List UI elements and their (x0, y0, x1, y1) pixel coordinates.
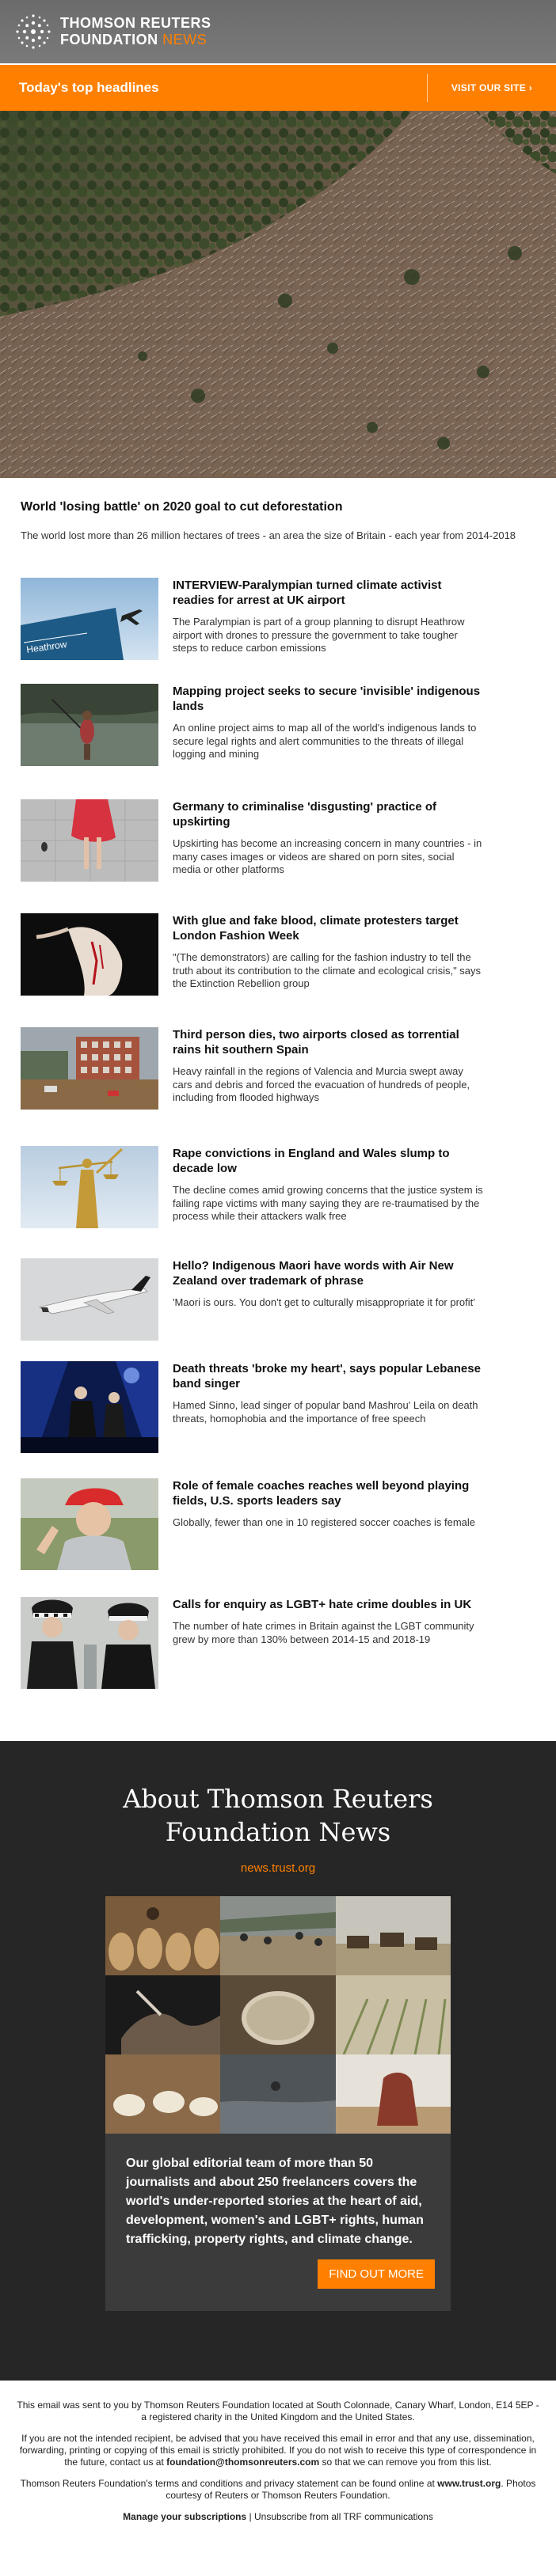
list-item[interactable] (21, 1146, 496, 1228)
visit-site-link[interactable] (427, 74, 556, 102)
chevron-right-icon: › (528, 82, 532, 93)
list-item[interactable] (21, 1027, 496, 1110)
mosaic-tile (336, 1896, 451, 1975)
police-image (21, 1597, 158, 1689)
article-title[interactable]: Role of female coaches reaches well beyond playing fields, U.S. sports leaders say (173, 1479, 470, 1508)
red-skirt-image (21, 799, 158, 882)
article-title[interactable]: Germany to criminalise 'disgusting' practice of upskirting (173, 800, 437, 829)
article-title[interactable]: Death threats 'broke my heart', says popular Lebanese band singer (173, 1362, 481, 1390)
article-text (158, 1027, 483, 1110)
mosaic-tile (105, 1896, 220, 1975)
article-title[interactable]: With glue and fake blood, climate protesters target London Fashion Week (173, 914, 459, 943)
mosaic-tile (105, 2054, 220, 2134)
about-title-line-1: About Thomson Reuters (123, 1784, 433, 1814)
brand-line-1: THOMSON REUTERS (60, 15, 211, 31)
terms-text-a: Thomson Reuters Foundation's terms and conditions and privacy statement can be found online at (20, 2478, 438, 2489)
manage-subscriptions-link[interactable]: Manage your subscriptions (123, 2511, 247, 2522)
list-item[interactable] (21, 684, 496, 766)
list-item[interactable] (21, 1478, 496, 1570)
cattle-field-image (336, 1896, 451, 1975)
article-text (158, 1146, 483, 1228)
article-thumbnail[interactable] (21, 1361, 158, 1453)
article-thumbnail[interactable] (21, 799, 158, 882)
disclaimer-text-a: If you are not the intended recipient, be advised that you have received this email in error and that any use, dissemination, forwarding, printing or copying of this email is strictly prohibited. If you do not wish to receive this type of correspondence in the future, contact us at (19, 2433, 537, 2468)
article-title[interactable]: INTERVIEW-Paralympian turned climate activist readies for arrest at UK airport (173, 579, 442, 607)
article-thumbnail[interactable] (21, 578, 158, 660)
coach-image (21, 1478, 158, 1570)
photo-mosaic (105, 1896, 451, 2134)
article-summary: The Paralympian is part of a group planning to disrupt Heathrow airport with drones to pressure the government to take tougher steps to reduce carbon emissions (173, 616, 465, 654)
contact-email-link[interactable]: foundation@thomsonreuters.com (166, 2456, 320, 2468)
fisher-image (21, 684, 158, 766)
banner-title: Today's top headlines (19, 80, 159, 95)
flood-image (21, 1027, 158, 1110)
find-out-more-button[interactable]: FIND OUT MORE (318, 2259, 435, 2289)
hero-image[interactable] (0, 111, 556, 478)
article-thumbnail[interactable] (21, 684, 158, 766)
article-summary: "(The demonstrators) are calling for the fashion industry to tell the truth about its contribution to the climate and ecological crisis," says the Extinction Rebellion group (173, 951, 482, 989)
article-title[interactable]: Mapping project seeks to secure 'invisible' indigenous lands (173, 685, 481, 713)
visit-site-label: VISIT OUR SITE (451, 82, 527, 93)
article-text (158, 1478, 483, 1570)
list-item[interactable] (21, 578, 496, 660)
article-thumbnail[interactable] (21, 1027, 158, 1110)
dark-hands-image (105, 1975, 220, 2054)
article-summary: Hamed Sinno, lead singer of popular band Mashrou' Leila on death threats, homophobia and the importance of free speech (173, 1399, 478, 1425)
market-sacks-image (105, 1896, 220, 1975)
lead-story-title[interactable]: World 'losing battle' on 2020 goal to cut deforestation (21, 500, 343, 514)
footer-disclaimer (16, 2433, 540, 2468)
protester-image (21, 913, 158, 996)
livestock-market-image (105, 2054, 220, 2134)
list-item[interactable] (21, 799, 496, 882)
wet-street-image (220, 2054, 335, 2134)
news-site-link[interactable]: news.trust.org (240, 1861, 316, 1875)
heathrow-sign-text: Heathrow (25, 638, 68, 655)
airport-sign-image (21, 578, 158, 660)
woman-desert-image (336, 2054, 451, 2134)
brand-wordmark (60, 15, 211, 48)
article-thumbnail[interactable] (21, 1478, 158, 1570)
article-summary: The decline comes amid growing concerns that the justice system is failing rape victims with many saying they are re-traumatised by the process while their attackers walk free (173, 1184, 483, 1222)
list-item[interactable] (21, 1361, 496, 1453)
article-thumbnail[interactable] (21, 913, 158, 996)
list-item[interactable] (21, 913, 496, 996)
article-title[interactable]: Third person dies, two airports closed as torrential rains hit southern Spain (173, 1028, 459, 1057)
footer-subscription-links (16, 2511, 540, 2523)
article-text (158, 578, 483, 660)
brand-line-2 (60, 32, 211, 48)
disclaimer-text-b: so that we can remove you from this list. (319, 2456, 492, 2468)
article-summary: 'Maori is ours. You don't get to culturally misappropriate it for profit' (173, 1296, 475, 1308)
unsubscribe-link[interactable]: Unsubscribe from all TRF communications (253, 2511, 433, 2522)
link-separator: | (246, 2511, 254, 2522)
crop-field-image (336, 1975, 451, 2054)
article-text (158, 799, 483, 882)
article-text (158, 684, 483, 766)
article-title[interactable]: Calls for enquiry as LGBT+ hate crime doubles in UK (173, 1598, 472, 1611)
about-text-box (105, 2134, 451, 2311)
article-thumbnail[interactable] (21, 1258, 158, 1341)
about-description: Our global editorial team of more than 50 journalists and about 250 freelancers covers the world's under-reported stories at the heart of aid, development, women's and LGBT+ rights, human trafficking, property rights, and climate change. (126, 2157, 424, 2246)
article-text (158, 913, 483, 996)
headline-banner (0, 65, 556, 111)
flood-crowd-image (220, 1896, 335, 1975)
deforestation-aerial-image (0, 111, 556, 478)
about-title (0, 1782, 556, 1849)
article-summary: The number of hate crimes in Britain against the LGBT community grew by more than 130% between 2014-15 and 2018-19 (173, 1620, 474, 1645)
mosaic-tile (336, 2054, 451, 2134)
article-title[interactable]: Hello? Indigenous Maori have words with Air New Zealand over trademark of phrase (173, 1259, 454, 1288)
grain-basket-image (220, 1975, 335, 2054)
thomson-reuters-logo-icon (14, 13, 52, 51)
airplane-image (21, 1258, 158, 1341)
footer (0, 2381, 556, 2532)
article-thumbnail[interactable] (21, 1597, 158, 1689)
article-title[interactable]: Rape convictions in England and Wales slump to decade low (173, 1147, 450, 1175)
brand-foundation: FOUNDATION (60, 32, 158, 47)
footer-terms (16, 2478, 540, 2502)
concert-image (21, 1361, 158, 1453)
article-summary: Upskirting has become an increasing concern in many countries - in many cases images or videos are shared on porn sites, social media or other platforms (173, 837, 482, 875)
trust-org-link[interactable]: www.trust.org (437, 2478, 501, 2489)
brand-logo[interactable] (14, 13, 211, 51)
article-text (158, 1258, 483, 1341)
mosaic-tile (220, 1896, 335, 1975)
footer-sender-info: This email was sent to you by Thomson Reuters Foundation located at South Colonnade, Canary Wharf, London, E14 5EP - a registered charity in the United Kingdom and the United States. (17, 2400, 539, 2422)
mosaic-tile (220, 2054, 335, 2134)
article-text (158, 1361, 483, 1453)
brand-news: NEWS (162, 32, 208, 47)
lead-story-summary: The world lost more than 26 million hectares of trees - an area the size of Britain - each year from 2014-2018 (21, 529, 516, 541)
article-summary: An online project aims to map all of the world's indigenous lands to secure legal rights and alert communities to the threats of illegal logging and mining (173, 722, 477, 760)
about-section (0, 1741, 556, 2381)
mosaic-tile (105, 1975, 220, 2054)
article-text (158, 1597, 483, 1689)
mosaic-tile (220, 1975, 335, 2054)
article-summary: Globally, fewer than one in 10 registered soccer coaches is female (173, 1516, 476, 1528)
article-thumbnail[interactable] (21, 1146, 158, 1228)
lead-story[interactable] (0, 478, 556, 542)
article-summary: Heavy rainfall in the regions of Valencia and Murcia swept away cars and debris and forced the evacuation of hundreds of people, including from flooded highways (173, 1065, 470, 1103)
about-title-line-2: Foundation News (165, 1817, 391, 1847)
header (0, 0, 556, 63)
list-item[interactable] (21, 1597, 496, 1689)
list-item[interactable] (21, 1258, 496, 1341)
justice-statue-image (21, 1146, 158, 1228)
terms-text-b: . Photos courtesy of Reuters or Thomson Reuters Foundation. (166, 2478, 536, 2501)
mosaic-tile (336, 1975, 451, 2054)
